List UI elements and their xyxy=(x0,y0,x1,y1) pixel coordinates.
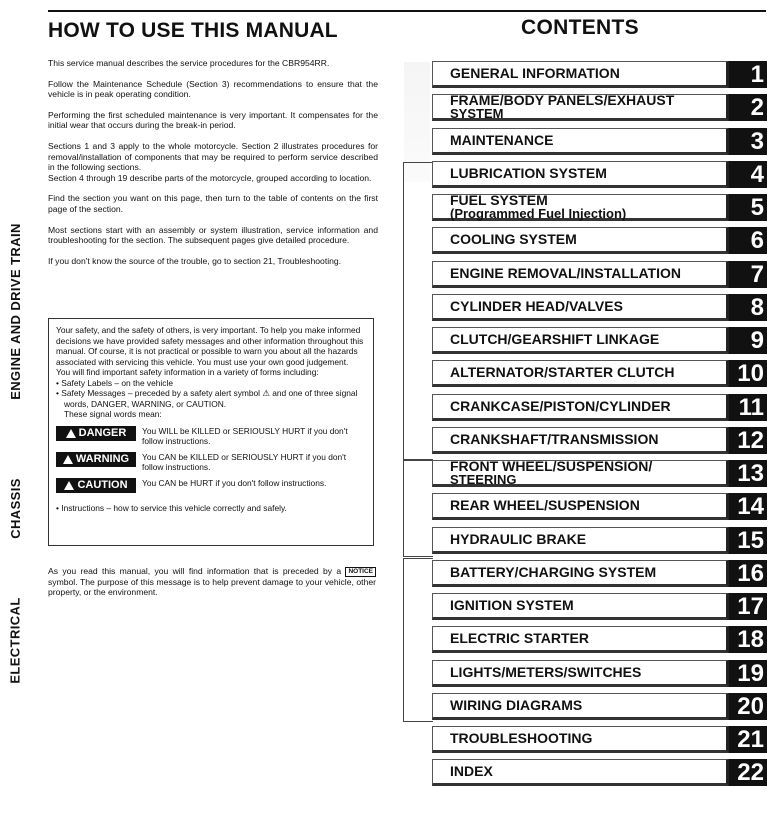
toc-title-line: ELECTRIC STARTER xyxy=(450,630,589,646)
alert-triangle-icon xyxy=(63,455,73,464)
toc-title-line: FRONT WHEEL/SUSPENSION/ xyxy=(450,457,653,474)
signal-words-intro: These signal words mean: xyxy=(64,409,162,419)
toc-title-line: LUBRICATION SYSTEM xyxy=(450,165,607,181)
safety-bullet: • Safety Messages – preceded by a safety alert symbol ⚠ and one of three signal words, DANGER, WARNING, or CAUTION. xyxy=(56,388,358,409)
caution-text: You CAN be HURT if you don't follow instructions. xyxy=(142,477,327,488)
toc-row[interactable] xyxy=(432,493,729,520)
toc-title-line: FRAME/BODY PANELS/EXHAUST xyxy=(450,91,675,108)
section-number-tab[interactable]: 2 xyxy=(729,94,767,121)
alert-triangle-icon xyxy=(64,481,74,490)
toc-section-title xyxy=(450,129,553,152)
toc-section-title xyxy=(450,262,681,285)
toc-row[interactable] xyxy=(432,128,729,155)
toc-row[interactable] xyxy=(432,427,729,454)
safety-bullet: • Instructions – how to service this vehicle correctly and safely. xyxy=(56,502,287,513)
notice-paragraph: As you read this manual, you will find information that is preceded by a NOTICE symbol. The purpose of this message is to help prevent damage to your vehicle, other property, or the environment. xyxy=(48,566,376,598)
toc-title-line: CYLINDER HEAD/VALVES xyxy=(450,298,623,314)
notice-badge: NOTICE xyxy=(345,567,376,577)
toc-row[interactable] xyxy=(432,360,729,387)
group-electrical-label: ELECTRICAL xyxy=(7,596,23,684)
toc-row[interactable] xyxy=(432,593,729,620)
section-number-tab[interactable]: 5 xyxy=(729,194,767,221)
intro-paragraph: Find the section you want on this page, then turn to the table of contents on the first page of the section. xyxy=(48,193,378,214)
toc-row[interactable] xyxy=(432,227,729,254)
intro-paragraph: Follow the Maintenance Schedule (Section 3) recommendations to ensure that the vehicle is in peak operating condition. xyxy=(48,78,378,100)
toc-section-title xyxy=(450,661,641,684)
toc-title-line: LIGHTS/METERS/SWITCHES xyxy=(450,664,642,680)
section-number-tab[interactable]: 7 xyxy=(729,261,767,288)
section-number-tab[interactable]: 13 xyxy=(729,460,767,487)
toc-title-line: ENGINE REMOVAL/INSTALLATION xyxy=(450,265,681,281)
toc-title-line: GENERAL INFORMATION xyxy=(450,65,620,81)
section-number-tab[interactable]: 20 xyxy=(729,693,767,720)
toc-section-title xyxy=(450,494,640,517)
intro-paragraph: This service manual describes the service procedures for the CBR954RR. xyxy=(48,58,330,68)
section-number-tab[interactable]: 8 xyxy=(729,294,767,321)
page-title: HOW TO USE THIS MANUAL xyxy=(48,19,338,42)
toc-row[interactable] xyxy=(432,91,729,121)
group-chassis-bracket xyxy=(403,460,433,557)
toc-row[interactable] xyxy=(432,726,729,753)
toc-section-title xyxy=(450,295,623,318)
caution-label: CAUTION xyxy=(56,478,136,493)
toc-section-title xyxy=(450,727,592,750)
toc-row[interactable] xyxy=(432,660,729,687)
toc-title-line: CRANKSHAFT/TRANSMISSION xyxy=(450,431,659,447)
toc-row[interactable] xyxy=(432,261,729,288)
toc-section-title xyxy=(450,428,658,451)
signal-warning xyxy=(56,452,366,472)
toc-section-title xyxy=(450,594,574,617)
toc-section-title xyxy=(450,457,653,487)
toc-row[interactable] xyxy=(432,693,729,720)
section-number-tab[interactable]: 17 xyxy=(729,593,767,620)
toc-section-title xyxy=(450,694,582,717)
safety-info-box xyxy=(48,318,374,546)
section-number-tab[interactable]: 12 xyxy=(729,427,767,454)
safety-intro: Your safety, and the safety of others, is very important. To help you make informed decisions we have provided safety messages and other information throughout this manual. Of course, it is not practical or possible to warn you about all the hazards associated with servicing this vehicle. You must use your own good judgement. xyxy=(56,325,364,367)
toc-section-title xyxy=(450,627,589,650)
warning-text: You CAN be KILLED or SERIOUSLY HURT if you don't follow instructions. xyxy=(142,451,347,472)
danger-text: You WILL be KILLED or SERIOUSLY HURT if you don't follow instructions. xyxy=(142,425,348,446)
toc-section-title xyxy=(450,561,656,584)
toc-section-title xyxy=(450,62,620,85)
section-number-tab[interactable]: 11 xyxy=(729,394,767,421)
group-engine-bracket xyxy=(403,162,433,460)
group-engine-label: ENGINE AND DRIVE TRAIN xyxy=(7,222,23,400)
toc-row[interactable] xyxy=(432,759,729,786)
toc-row[interactable] xyxy=(432,191,729,221)
toc-section-title xyxy=(450,91,675,121)
section-number-tab[interactable]: 14 xyxy=(729,493,767,520)
toc-title-line: HYDRAULIC BRAKE xyxy=(450,531,587,547)
toc-row[interactable] xyxy=(432,61,729,88)
toc-title-line: ALTERNATOR/STARTER CLUTCH xyxy=(450,364,675,380)
section-number-tab[interactable]: 16 xyxy=(729,560,767,587)
intro-paragraph: Section 4 through 19 describe parts of the motorcycle, grouped according to location. xyxy=(48,172,372,183)
toc-row[interactable] xyxy=(432,626,729,653)
toc-title-line: FUEL SYSTEM xyxy=(450,191,548,208)
section-number-tab[interactable]: 9 xyxy=(729,327,767,354)
section-number-tab[interactable]: 21 xyxy=(729,726,767,753)
toc-title-line: CRANKCASE/PISTON/CYLINDER xyxy=(450,398,671,414)
toc-title-line: (Programmed Fuel Injection) xyxy=(450,205,627,221)
safety-forms-line: You will find important safety information in a variety of forms including: xyxy=(56,367,319,377)
safety-bullet: • Safety Labels – on the vehicle xyxy=(56,377,174,388)
toc-row[interactable] xyxy=(432,294,729,321)
toc-row[interactable] xyxy=(432,161,729,188)
toc-row[interactable] xyxy=(432,560,729,587)
alert-triangle-icon xyxy=(66,429,76,438)
toc-section-title xyxy=(450,760,493,783)
toc-title-line: CLUTCH/GEARSHIFT LINKAGE xyxy=(450,331,660,347)
toc-title-line: WIRING DIAGRAMS xyxy=(450,697,583,713)
section-number-tab[interactable]: 1 xyxy=(729,61,767,88)
toc-section-title xyxy=(450,395,671,418)
toc-title-line: MAINTENANCE xyxy=(450,132,554,148)
group-electrical-bracket xyxy=(403,558,433,722)
toc-title-line: SYSTEM xyxy=(450,105,504,121)
intro-paragraph: Sections 1 and 3 apply to the whole motorcycle. Section 2 illustrates procedures for removal/installation of components that may be required to perform service described in the following sections. xyxy=(48,140,378,173)
section-number-tab[interactable]: 3 xyxy=(729,128,767,155)
toc-row[interactable] xyxy=(432,394,729,421)
toc-title-line: TROUBLESHOOTING xyxy=(450,730,593,746)
section-number-tab[interactable]: 4 xyxy=(729,161,767,188)
danger-label: DANGER xyxy=(56,426,136,441)
toc-title-line: STEERING xyxy=(450,471,517,487)
intro-paragraph: Most sections start with an assembly or system illustration, service information and troubleshooting for the section. The subsequent pages give detailed procedure. xyxy=(48,224,378,246)
toc-row[interactable] xyxy=(432,327,729,354)
contents-title: CONTENTS xyxy=(521,16,639,39)
toc-title-line: INDEX xyxy=(450,763,493,779)
section-number-tab[interactable]: 22 xyxy=(729,759,767,786)
section-number-tab[interactable]: 15 xyxy=(729,527,767,554)
toc-section-title xyxy=(450,328,659,351)
manual-intro xyxy=(48,18,378,276)
signal-danger xyxy=(56,426,366,446)
toc-section-title xyxy=(450,162,607,185)
toc-title-line: IGNITION SYSTEM xyxy=(450,597,574,613)
group-chassis-label: CHASSIS xyxy=(7,478,23,539)
intro-paragraph: Performing the first scheduled maintenance is very important. It compensates for the initial wear that occurs during the break-in period. xyxy=(48,109,378,131)
intro-paragraph: If you don't know the source of the trouble, go to section 21, Troubleshooting. xyxy=(48,255,342,266)
toc-section-title xyxy=(450,361,675,384)
header-rule xyxy=(48,10,766,12)
toc-section-title xyxy=(450,528,586,551)
toc-section-title xyxy=(450,191,627,221)
section-number-tab[interactable]: 19 xyxy=(729,660,767,687)
section-number-tab[interactable]: 10 xyxy=(729,360,767,387)
toc-title-line: COOLING SYSTEM xyxy=(450,231,577,247)
warning-label: WARNING xyxy=(56,452,136,467)
toc-section-title xyxy=(450,228,577,251)
toc-row[interactable] xyxy=(432,457,729,487)
toc-title-line: BATTERY/CHARGING SYSTEM xyxy=(450,564,657,580)
toc-row[interactable] xyxy=(432,527,729,554)
toc-title-line: REAR WHEEL/SUSPENSION xyxy=(450,497,640,513)
signal-caution xyxy=(56,478,366,493)
section-number-tab[interactable]: 6 xyxy=(729,227,767,254)
section-number-tab[interactable]: 18 xyxy=(729,626,767,653)
